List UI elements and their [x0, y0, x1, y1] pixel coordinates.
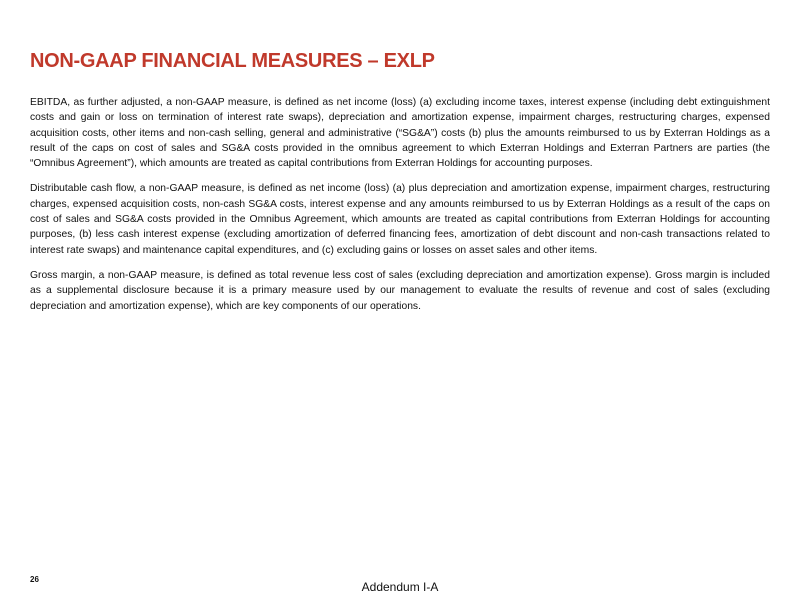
page-title: NON-GAAP FINANCIAL MEASURES – EXLP: [30, 50, 435, 72]
body-text: [30, 95, 770, 324]
paragraph-ebitda: EBITDA, as further adjusted, a non-GAAP measure, is defined as net income (loss) (a) excluding income taxes, interest expense (including debt extinguishment costs and gain or loss on termination of interest rate swaps), depreciation and amortization expense, impairment charges, restructuring charges, expensed acquisition costs, other items and non-cash selling, general and administrative (“SG&A”) costs (b) plus the amounts reimbursed to us by Exterran Holdings as a result of the caps on cost of sales and SG&A costs provided in the omnibus agreement to which Exterran Holdings and Exterran Partners are parties (the “Omnibus Agreement”), which amounts are treated as capital contributions from Exterran Holdings for accounting purposes.: [30, 97, 770, 170]
paragraph-gross-margin: Gross margin, a non-GAAP measure, is defined as total revenue less cost of sales (excluding depreciation and amortization expense). Gross margin is included as a supplemental disclosure because it is a primary measure used by our management to evaluate the results of revenue and cost of sales (excluding depreciation and amortization expense), which are key components of our operations.: [30, 269, 770, 312]
paragraph-distributable-cash-flow: Distributable cash flow, a non-GAAP measure, is defined as net income (loss) (a) plus depreciation and amortization expense, impairment charges, restructuring charges, expensed acquisition costs, non-cash SG&A costs, interest expense and any amounts reimbursed to us by Exterran Holdings as a result of the caps on cost of sales and SG&A costs provided in the Omnibus Agreement, which amounts are treated as capital contributions from Exterran Holdings for accounting purposes, (b) less cash interest expense (excluding amortization of deferred financing fees, amortization of debt discount and non-cash transactions related to interest rate swaps) and maintenance capital expenditures, and (c) excluding gains or losses on asset sales and other items.: [30, 183, 770, 256]
footer-label: Addendum I-A: [361, 580, 439, 594]
page-number: 26: [30, 575, 39, 584]
